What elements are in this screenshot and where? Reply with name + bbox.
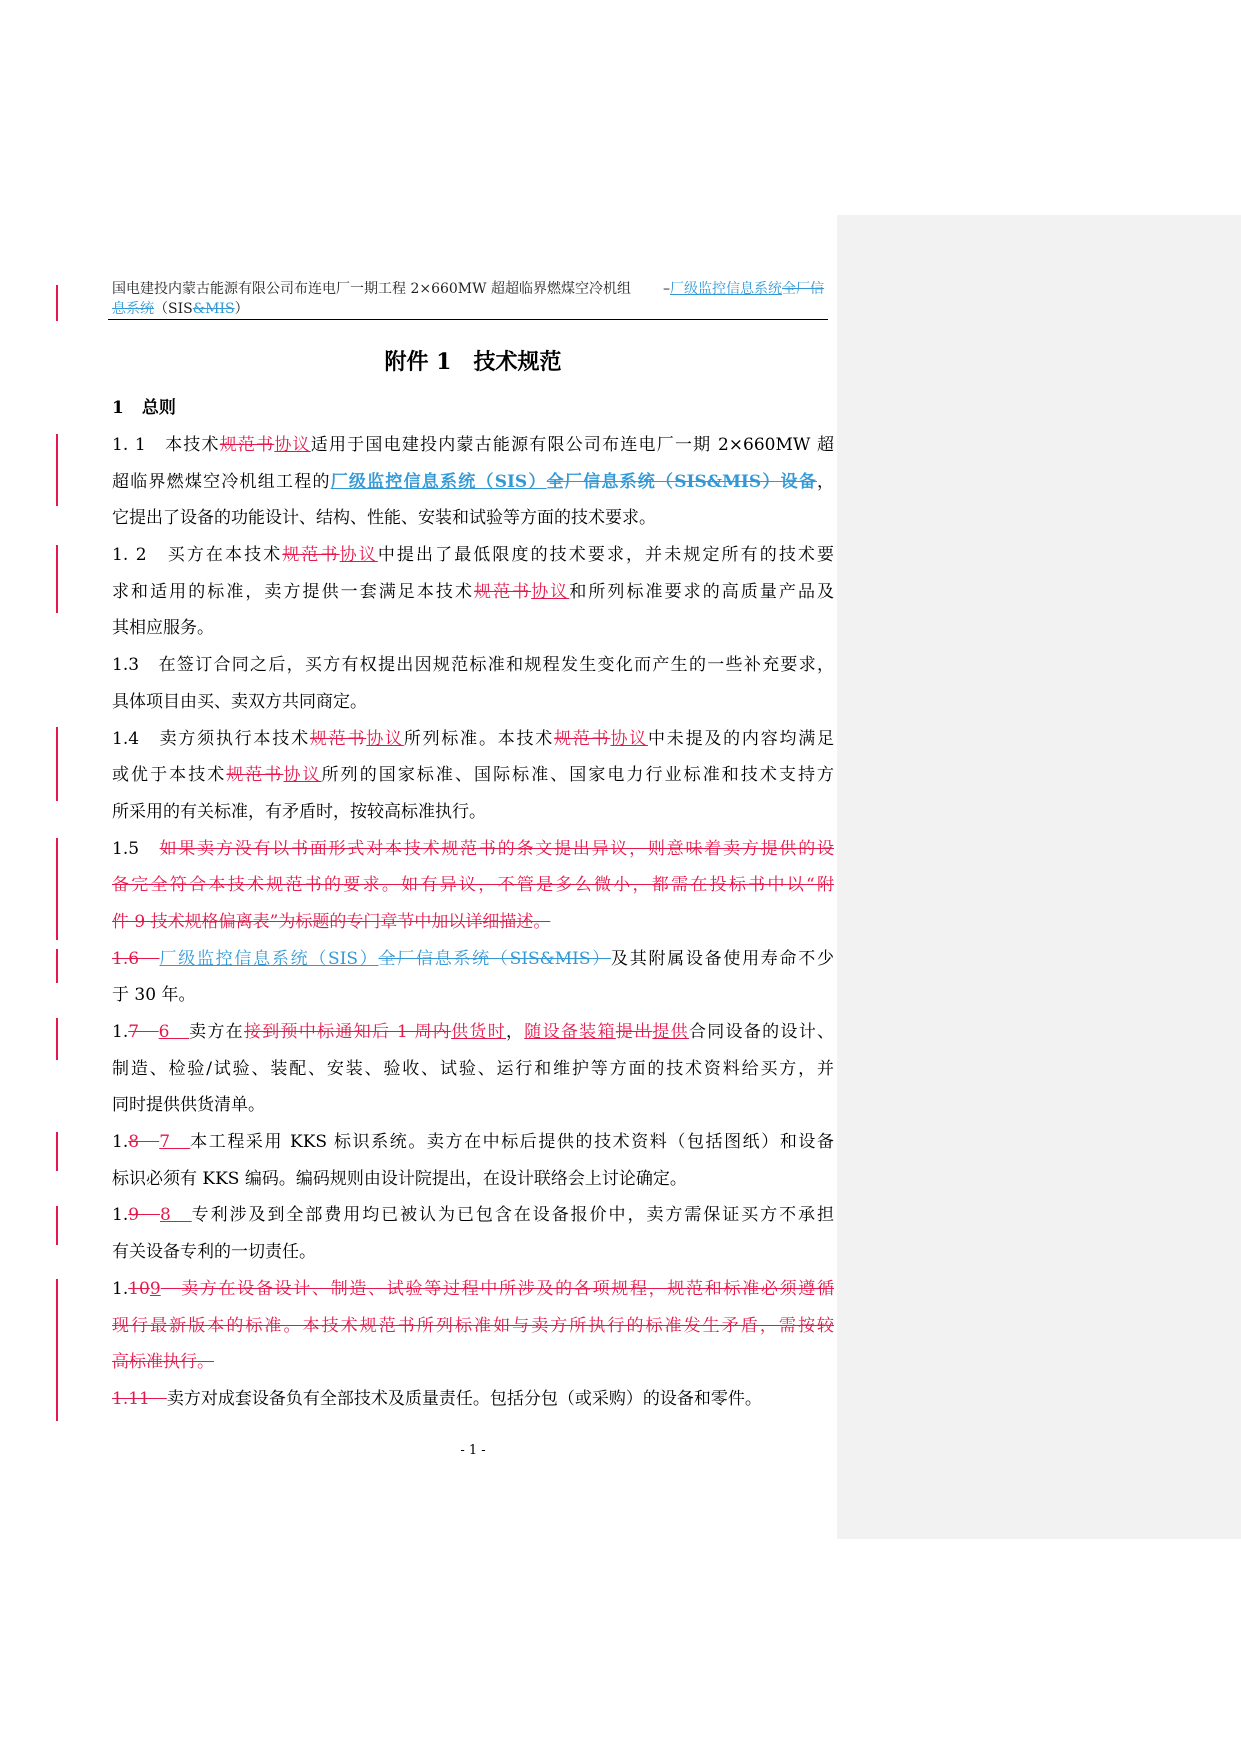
page-title: 附件 1 技术规范 <box>384 349 562 375</box>
paragraph-line <box>112 1014 834 1051</box>
text-run: 1.4 卖方须执行本技术 <box>112 728 310 749</box>
text-run: 1.5 <box>112 838 160 859</box>
deleted-text: 10 <box>128 1278 150 1299</box>
text-run: ， <box>817 471 835 492</box>
inserted-text: 随设备装箱 <box>524 1022 616 1042</box>
paragraph-line <box>112 610 834 647</box>
deleted-text: 1.11 <box>112 1388 167 1409</box>
text-run: 所采用的有关标准，有矛盾时，按较高标准执行。 <box>112 801 486 822</box>
inserted-text: 6 <box>158 1022 190 1042</box>
inserted-text: 9 <box>149 1278 161 1299</box>
deleted-text: 接到预中标通知后 1 周内 <box>243 1022 452 1042</box>
paragraph-line <box>112 1381 834 1418</box>
text-run: 卖方对成套设备负有全部技术及质量责任。包括分包（或采购）的设备和零件。 <box>166 1388 762 1409</box>
text-run: ， <box>506 1022 525 1042</box>
deleted-text: 规范书 <box>309 728 367 749</box>
text-run: ） <box>234 301 249 317</box>
section-title: 总则 <box>141 398 176 418</box>
inserted-text: 供货时 <box>451 1022 506 1042</box>
comment-pane <box>837 215 1241 1539</box>
deleted-text: 规范书 <box>474 581 532 602</box>
clause-paragraph <box>112 1381 834 1418</box>
inserted-text: 协议 <box>531 581 570 602</box>
text-run: 同时提供供货清单。 <box>112 1095 265 1116</box>
text-run: 1. 2 买方在本技术 <box>112 545 283 566</box>
text-run: 它提出了设备的功能设计、结构、性能、安装和试验等方面的技术要求。 <box>112 508 656 529</box>
section-heading <box>112 394 176 422</box>
revision-bar <box>56 545 58 613</box>
paragraph-line <box>112 537 834 574</box>
clause-paragraph <box>112 1124 834 1197</box>
revision-bar <box>56 285 58 321</box>
text-run: 适用于国电建投内蒙古能源有限公司布连电厂一期 2×660MW 超 <box>310 435 834 455</box>
text-run: 有关设备专利的一切责任。 <box>112 1242 316 1263</box>
deleted-text: 提出 <box>615 1022 653 1042</box>
clause-paragraph <box>112 537 834 647</box>
running-header-left <box>112 279 631 299</box>
clause-paragraph <box>112 721 834 831</box>
revision-bar <box>56 1279 58 1421</box>
paragraph-line <box>112 500 834 537</box>
deleted-text: 现行最新版本的标准。本技术规范书所列标准如与卖方所执行的标准发生矛盾，需按较 <box>112 1315 834 1336</box>
running-header-right <box>663 279 824 299</box>
clause-paragraph <box>112 1014 834 1124</box>
text-run: 标识必须有 KKS 编码。编码规则由设计院提出，在设计联络会上讨论确定。 <box>112 1168 687 1189</box>
revision-bar <box>56 434 58 506</box>
text-run: 中未提及的内容均满足 <box>648 728 835 749</box>
deleted-text: 如果卖方没有以书面形式对本技术规范书的条文提出异议，则意味着卖方提供的设 <box>159 838 834 859</box>
deleted-text: 9 <box>128 1205 160 1226</box>
inserted-text: 厂级监控信息系统（SIS） <box>330 471 547 492</box>
inserted-text: 协议 <box>283 765 322 786</box>
paragraph-line <box>112 1161 834 1198</box>
inserted-text: 协议 <box>366 728 404 749</box>
text-run: 超临界燃煤空冷机组工程的 <box>112 471 331 492</box>
revision-bar <box>56 1018 58 1060</box>
section-number: 1 <box>112 398 124 418</box>
paragraph-line <box>112 941 834 978</box>
deleted-text: 1.6 <box>112 948 160 969</box>
inserted-text: 协议 <box>339 545 378 566</box>
clause-paragraph <box>112 647 834 720</box>
text-run: 1. <box>112 1278 129 1299</box>
deleted-text: 规范书 <box>554 728 611 749</box>
text-run: （SIS <box>154 301 193 317</box>
deleted-text: 件 9 技术规格偏离表”为标题的专门章节中加以详细描述。 <box>112 911 551 932</box>
text-run: 国电建投内蒙古能源有限公司布连电厂一期工程 2×660MW 超超临界燃煤空冷机组 <box>112 281 631 297</box>
text-run: 或优于本技术 <box>112 765 227 786</box>
deleted-text: 8 <box>128 1132 160 1153</box>
paragraph-line <box>112 977 834 1014</box>
deleted-text: 全厂信 <box>782 281 824 297</box>
paragraph-line <box>112 1051 834 1088</box>
document-body <box>112 427 834 1418</box>
inserted-text: 提供 <box>652 1022 689 1042</box>
clause-paragraph <box>112 1197 834 1270</box>
text-run: 卖方在 <box>189 1022 244 1042</box>
deleted-text: 7 <box>128 1022 159 1042</box>
inserted-text: 协议 <box>274 435 311 455</box>
deleted-text: 规范书 <box>226 765 284 786</box>
deleted-text: 息系统 <box>112 301 154 317</box>
paragraph-line <box>112 1124 834 1161</box>
paragraph-line <box>112 1197 834 1234</box>
deleted-text: 高标准执行。 <box>112 1352 214 1373</box>
text-run: 1. 1 本技术 <box>112 435 220 455</box>
inserted-text: 厂级监控信息系统 <box>670 281 782 297</box>
revision-bar <box>56 1132 58 1171</box>
deleted-text: 规范书 <box>219 435 275 455</box>
deleted-text: 卖方在设备设计、制造、试验等过程中所涉及的各项规程，规范和标准必须遵循 <box>160 1278 834 1299</box>
text-run: 所列的国家标准、国际标准、国家电力行业标准和技术支持方 <box>321 765 835 786</box>
text-run: 求和适用的标准，卖方提供一套满足本技术 <box>112 581 475 602</box>
paragraph-line <box>112 1344 834 1381</box>
text-run: – <box>663 281 670 297</box>
paragraph-line <box>112 1087 834 1124</box>
text-run: 及其附属设备使用寿命不少 <box>610 948 834 969</box>
inserted-text: 协议 <box>610 728 649 749</box>
paragraph-line <box>112 904 834 941</box>
clause-paragraph <box>112 1271 834 1381</box>
text-run: 和所列标准要求的高质量产品及 <box>569 581 835 602</box>
clause-paragraph <box>112 831 834 941</box>
text-run: 1.3 在签订合同之后，买方有权提出因规范标准和规程发生变化而产生的一些补充要求， <box>112 655 834 676</box>
running-header-second-line <box>112 299 249 319</box>
deleted-text: 备完全符合本技术规范书的要求。如有异议，不管是多么微小，都需在投标书中以“附 <box>112 875 834 896</box>
inserted-text: 厂级监控信息系统（SIS） <box>159 948 379 969</box>
paragraph-line <box>112 757 834 794</box>
revision-bar <box>56 1206 58 1245</box>
paragraph-line <box>112 721 834 758</box>
page-number: - 1 - <box>460 1443 486 1458</box>
text-run: 1. <box>112 1132 129 1153</box>
text-run: 中提出了最低限度的技术要求，并未规定所有的技术要 <box>377 545 835 566</box>
revision-bar <box>56 949 58 983</box>
text-run: 1. <box>112 1022 129 1042</box>
paragraph-line <box>112 831 834 868</box>
paragraph-line <box>112 647 834 684</box>
text-run: 1. <box>112 1205 129 1226</box>
paragraph-line <box>112 1271 834 1308</box>
text-run: 其相应服务。 <box>112 618 214 639</box>
deleted-text: &MIS <box>192 301 235 317</box>
text-run: 合同设备的设计、 <box>688 1022 835 1042</box>
paragraph-line <box>112 427 834 464</box>
revision-bar <box>56 727 58 801</box>
deleted-text: 全厂信息系统（SIS&MIS）设备 <box>546 471 818 492</box>
paragraph-line <box>112 867 834 904</box>
inserted-text: 7 <box>159 1132 191 1153</box>
clause-paragraph <box>112 427 834 537</box>
revision-bar <box>56 838 58 940</box>
text-run: 专利涉及到全部费用均已被认为已包含在设备报价中，卖方需保证买方不承担 <box>191 1205 834 1226</box>
clause-paragraph <box>112 941 834 1014</box>
paragraph-line <box>112 684 834 721</box>
text-run: 制造、检验/试验、装配、安装、验收、试验、运行和维护等方面的技术资料给买方，并 <box>112 1058 834 1079</box>
deleted-text: 全厂信息系统（SIS&MIS） <box>378 948 611 969</box>
text-run: 本工程采用 KKS 标识系统。卖方在中标后提供的技术资料（包括图纸）和设备 <box>190 1132 834 1153</box>
paragraph-line <box>112 1308 834 1345</box>
paragraph-line <box>112 574 834 611</box>
text-run: 具体项目由买、卖双方共同商定。 <box>112 691 367 712</box>
text-run: 于 30 年。 <box>112 985 196 1006</box>
paragraph-line <box>112 794 834 831</box>
header-rule <box>108 319 828 320</box>
paragraph-line <box>112 1234 834 1271</box>
deleted-text: 规范书 <box>282 545 340 566</box>
paragraph-line <box>112 464 834 501</box>
inserted-text: 8 <box>159 1205 192 1226</box>
text-run: 所列标准。本技术 <box>403 728 555 749</box>
